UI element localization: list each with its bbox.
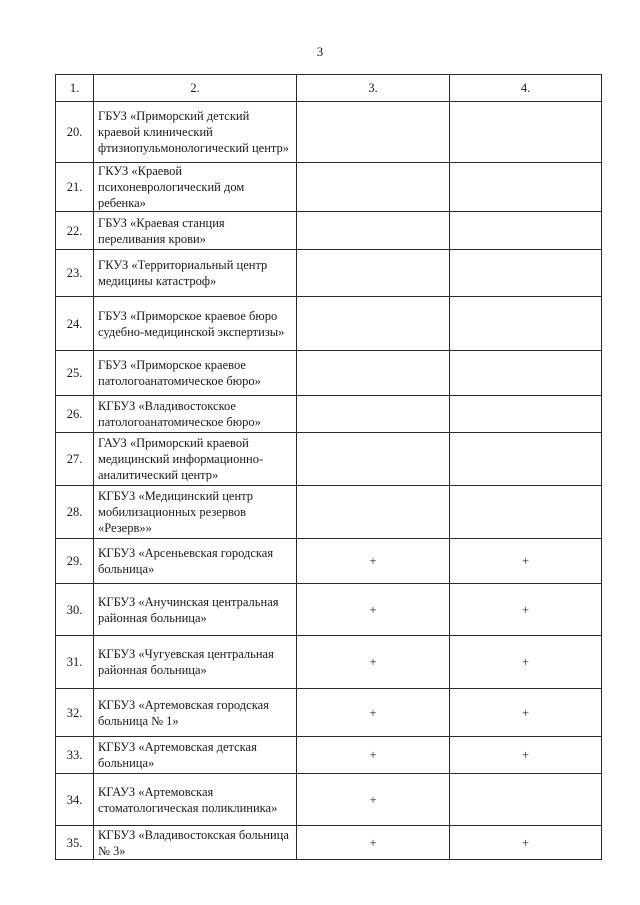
institution-name: ГБУЗ «Приморское краевое бюро судебно-медицинской экспертизы»	[94, 297, 297, 351]
column-3-mark: +	[297, 774, 450, 826]
table-header-row	[56, 75, 602, 102]
institution-name: ГБУЗ «Приморское краевое патологоанатомическое бюро»	[94, 351, 297, 396]
institution-name: КГБУЗ «Медицинский центр мобилизационных резервов «Резерв»»	[94, 486, 297, 539]
table-row	[56, 636, 602, 689]
institution-name: ГКУЗ «Территориальный центр медицины катастроф»	[94, 250, 297, 297]
row-number: 30.	[56, 584, 94, 636]
column-3-mark: +	[297, 826, 450, 860]
table-row	[56, 737, 602, 774]
column-4-mark	[450, 250, 602, 297]
column-4-mark: +	[450, 584, 602, 636]
institution-name: КГБУЗ «Арсеньевская городская больница»	[94, 539, 297, 584]
column-4-mark: +	[450, 737, 602, 774]
institution-name: ГАУЗ «Приморский краевой медицинский информационно-аналитический центр»	[94, 433, 297, 486]
column-3-mark	[297, 102, 450, 163]
column-3-mark	[297, 433, 450, 486]
table-row	[56, 689, 602, 737]
institution-name: ГБУЗ «Приморский детский краевой клинический фтизиопульмонологический центр»	[94, 102, 297, 163]
institution-name: КГАУЗ «Артемовская стоматологическая поликлиника»	[94, 774, 297, 826]
row-number: 34.	[56, 774, 94, 826]
row-number: 32.	[56, 689, 94, 737]
table-row	[56, 297, 602, 351]
header-cell-4: 4.	[450, 75, 602, 102]
table-row	[56, 250, 602, 297]
institution-name: КГБУЗ «Артемовская городская больница № 1»	[94, 689, 297, 737]
column-4-mark	[450, 433, 602, 486]
row-number: 21.	[56, 163, 94, 212]
row-number: 29.	[56, 539, 94, 584]
row-number: 35.	[56, 826, 94, 860]
column-4-mark: +	[450, 539, 602, 584]
column-4-mark: +	[450, 689, 602, 737]
institutions-table	[55, 74, 602, 860]
institution-name: ГБУЗ «Краевая станция переливания крови»	[94, 212, 297, 250]
column-4-mark	[450, 351, 602, 396]
institution-name: КГБУЗ «Чугуевская центральная районная больница»	[94, 636, 297, 689]
table-row	[56, 351, 602, 396]
row-number: 26.	[56, 396, 94, 433]
column-3-mark: +	[297, 539, 450, 584]
column-4-mark	[450, 163, 602, 212]
row-number: 22.	[56, 212, 94, 250]
institution-name: КГБУЗ «Владивостокская больница № 3»	[94, 826, 297, 860]
column-4-mark	[450, 396, 602, 433]
column-3-mark	[297, 396, 450, 433]
table-row	[56, 774, 602, 826]
column-3-mark	[297, 351, 450, 396]
row-number: 20.	[56, 102, 94, 163]
column-3-mark	[297, 212, 450, 250]
row-number: 33.	[56, 737, 94, 774]
column-3-mark: +	[297, 689, 450, 737]
header-cell-3: 3.	[297, 75, 450, 102]
column-3-mark	[297, 250, 450, 297]
column-3-mark	[297, 163, 450, 212]
column-4-mark: +	[450, 826, 602, 860]
row-number: 25.	[56, 351, 94, 396]
column-3-mark: +	[297, 636, 450, 689]
column-4-mark	[450, 774, 602, 826]
column-4-mark: +	[450, 636, 602, 689]
table-row	[56, 433, 602, 486]
column-4-mark	[450, 486, 602, 539]
institution-name: ГКУЗ «Краевой психоневрологический дом ребенка»	[94, 163, 297, 212]
header-cell-1: 1.	[56, 75, 94, 102]
table-row	[56, 396, 602, 433]
row-number: 28.	[56, 486, 94, 539]
table-row	[56, 486, 602, 539]
column-4-mark	[450, 212, 602, 250]
table-row	[56, 212, 602, 250]
institution-name: КГБУЗ «Владивостокское патологоанатомическое бюро»	[94, 396, 297, 433]
column-3-mark	[297, 297, 450, 351]
column-3-mark: +	[297, 584, 450, 636]
column-4-mark	[450, 297, 602, 351]
table-row	[56, 584, 602, 636]
table-row	[56, 539, 602, 584]
page-number: 3	[316, 44, 324, 59]
column-3-mark: +	[297, 737, 450, 774]
institution-name: КГБУЗ «Анучинская центральная районная больница»	[94, 584, 297, 636]
row-number: 31.	[56, 636, 94, 689]
row-number: 23.	[56, 250, 94, 297]
row-number: 27.	[56, 433, 94, 486]
column-3-mark	[297, 486, 450, 539]
table-row	[56, 102, 602, 163]
table-row	[56, 163, 602, 212]
row-number: 24.	[56, 297, 94, 351]
column-4-mark	[450, 102, 602, 163]
table-row	[56, 826, 602, 860]
institution-name: КГБУЗ «Артемовская детская больница»	[94, 737, 297, 774]
header-cell-2: 2.	[94, 75, 297, 102]
